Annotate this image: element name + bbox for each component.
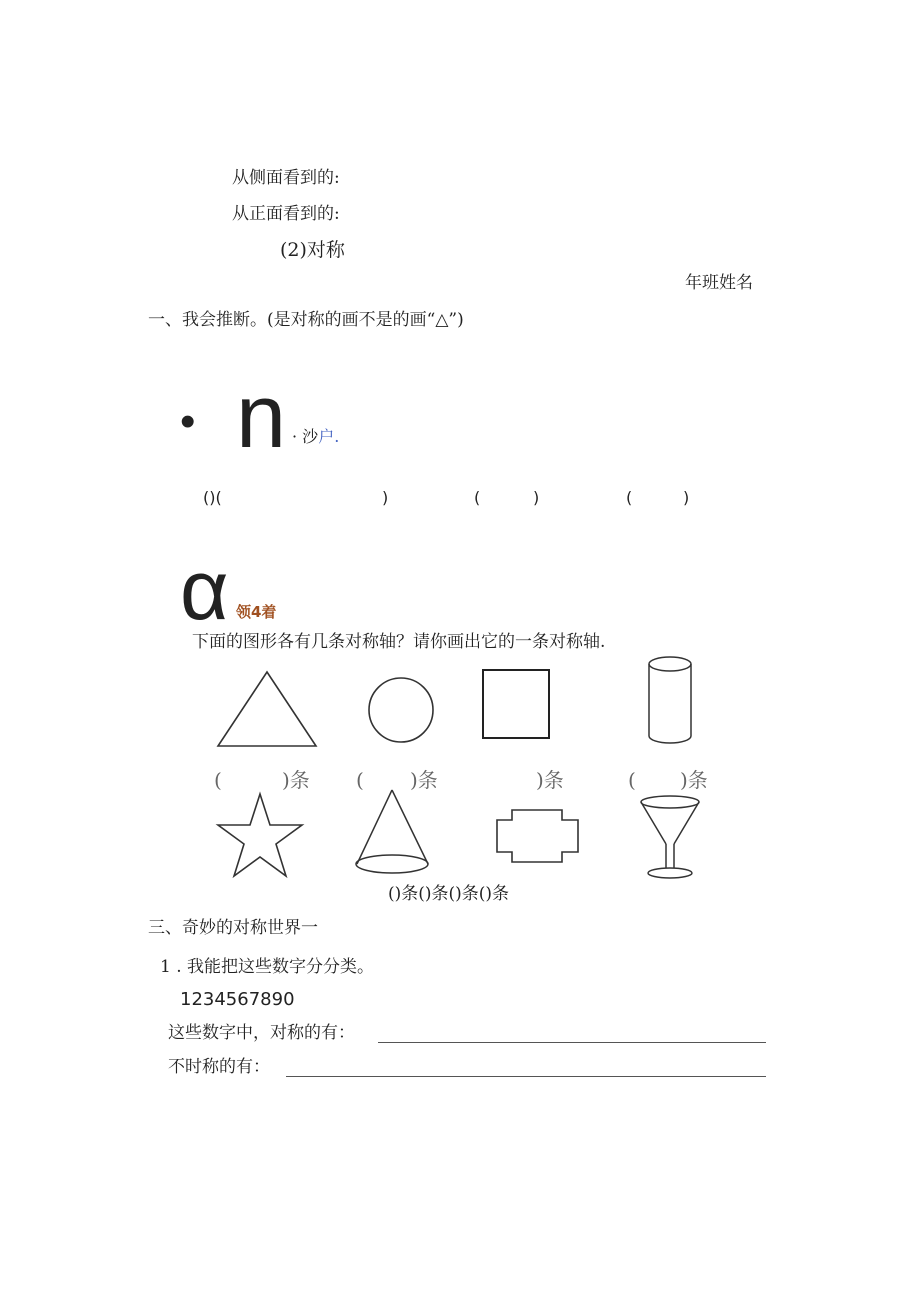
bullet-glyph: •: [180, 397, 196, 446]
side-view-label: 从侧面看到的:: [232, 168, 340, 188]
axis-count-label: )条: [410, 768, 438, 792]
square-shape: [479, 668, 555, 744]
section3-title: 三、奇妙的对称世界一: [148, 918, 318, 938]
small-text-prefix: · 沙: [292, 427, 319, 446]
answer-paren: (: [474, 488, 481, 507]
big-letter-a: α: [180, 543, 229, 637]
goblet-shape: [638, 794, 704, 882]
axis-count-label: (: [214, 768, 222, 792]
answer-paren: ): [533, 488, 540, 507]
symmetric-answer-line[interactable]: [378, 1042, 766, 1043]
circle-shape: [364, 674, 438, 748]
asymmetric-answer-line[interactable]: [286, 1076, 766, 1077]
axis-count-row2: ()条()条()条()条: [388, 884, 510, 904]
answer-paren: ): [683, 488, 690, 507]
digits-list: 1234567890: [180, 989, 295, 1010]
axis-count-label: )条: [536, 768, 564, 792]
cross-shape: [494, 806, 582, 868]
front-view-label: 从正面看到的:: [232, 204, 340, 224]
small-caption: 领4着: [236, 603, 277, 621]
star-shape: [214, 792, 306, 880]
section-title: (2)对称: [280, 239, 345, 261]
item1-instruction: 1 . 我能把这些数字分分类。: [160, 957, 375, 977]
big-letter-n: n: [236, 367, 287, 467]
cylinder-shape: [646, 654, 696, 750]
triangle-shape: [214, 668, 320, 750]
cone-shape: [352, 786, 434, 880]
small-text: [292, 429, 339, 445]
answer-paren: ()(: [203, 488, 222, 507]
axis-count-label: )条: [282, 768, 310, 792]
symmetric-label: 这些数字中，对称的有：: [168, 1023, 355, 1043]
answer-paren: (: [626, 488, 633, 507]
section1-title: 一、我会推断。(是对称的画不是的画“△”): [148, 310, 464, 330]
small-text-suffix: 户.: [318, 427, 340, 446]
axis-count-label: (: [628, 768, 636, 792]
answer-paren: ): [382, 488, 389, 507]
asymmetric-label: 不时称的有：: [168, 1057, 270, 1077]
symmetry-axis-question: 下面的图形各有几条对称轴？请你画出它的一条对称轴.: [192, 632, 606, 652]
student-info: 年班姓名: [685, 273, 753, 293]
axis-count-label: )条: [680, 768, 708, 792]
axis-count-label: (: [356, 768, 364, 792]
